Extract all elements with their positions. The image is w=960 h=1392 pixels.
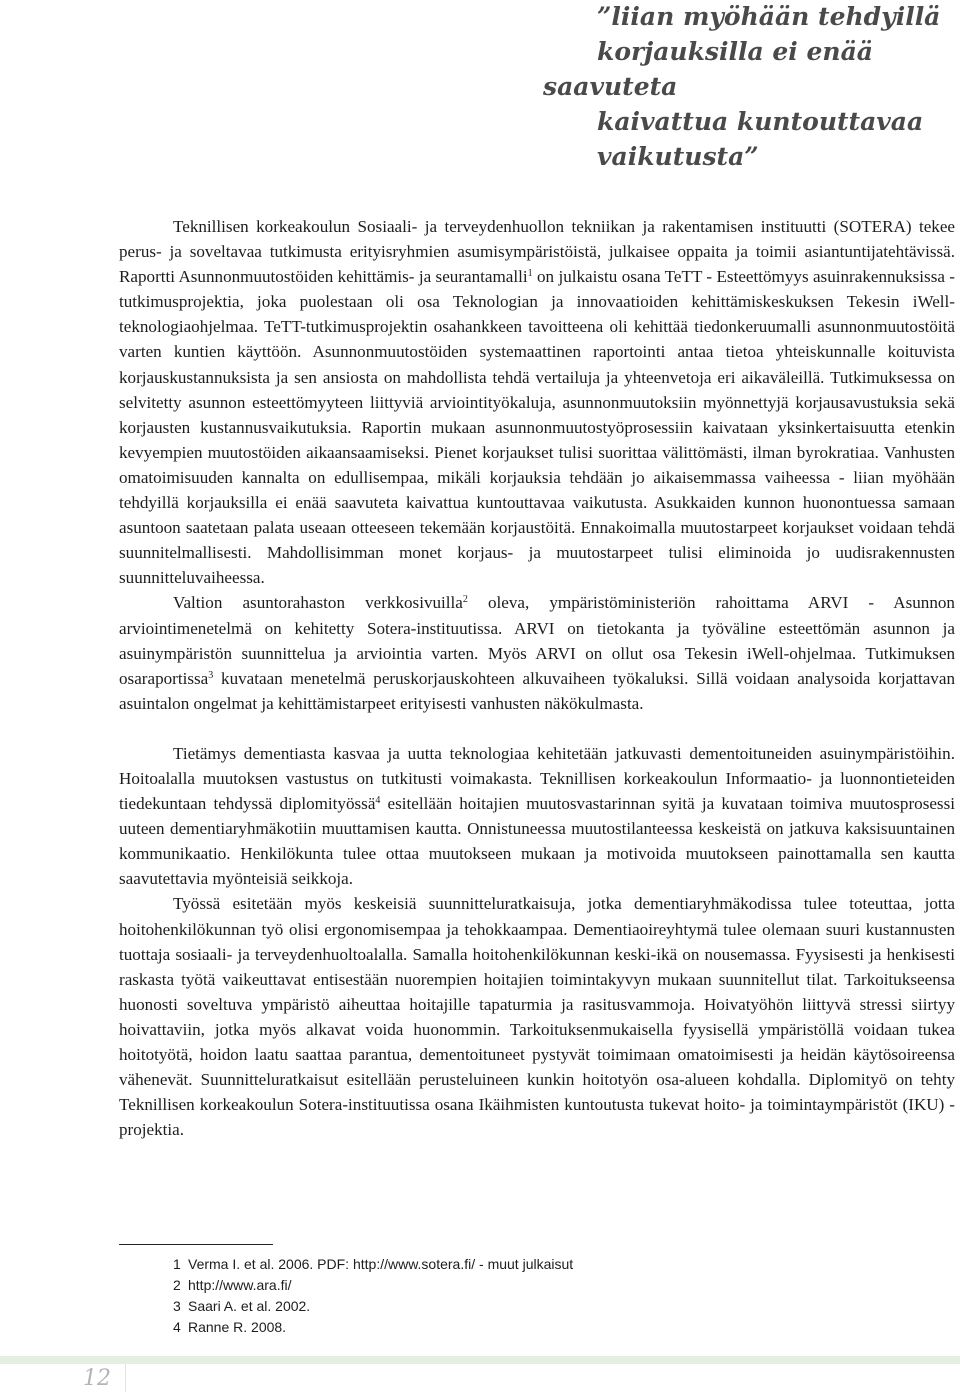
footnote-reference: 1	[527, 268, 533, 280]
paragraph-text: oleva, ympäristöministeriön rahoittama ARVI - Asunnon arviointimenetelmä on kehitetty Sotera-instituutissa. ARVI on tietokanta ja työväline esteettömän asunnon ja asuinympäristön suunnittelua ja arviointia varten. Myös ARVI on ollut osa Tekesin iWell-ohjelmaa. Tutkimuksen osaraportissa	[119, 593, 955, 688]
pull-quote-line: vaikutusta”	[597, 142, 759, 171]
footnote-text: http://www.ara.fi/	[188, 1277, 292, 1293]
footnote-reference: 2	[462, 594, 468, 606]
footnote	[173, 1296, 573, 1317]
footer-divider	[125, 1364, 126, 1392]
paragraph-text: Teknillisen korkeakoulun Sosiaali- ja terveydenhuollon tekniikan ja rakentamisen instituutti (SOTERA) tekee perus- ja soveltavaa tutkimusta erityisryhmien asumisympäristöistä, julkaisee oppaita ja toimii asiantuntijatehtävissä. Raportti Asunnonmuutostöiden kehittämis- ja seurantamalli	[119, 217, 955, 287]
footnote-number: 1	[173, 1256, 181, 1272]
pull-quote-line: kaivattua kuntouttavaa	[597, 107, 924, 136]
paragraph-text: Tietämys dementiasta kasvaa ja uutta teknologiaa kehitetään jatkuvasti dementoituneiden asuinympäristöihin. Hoitoalalla muutoksen vastustus on tutkitusti voimakasta. Teknillisen korkeakoulun Informaatio- ja luonnontieteiden tiedekuntaan tehdyssä diplomityössä	[119, 743, 955, 814]
paragraph-text: esitellään hoitajien muutosvastarinnan syitä ja kuvataan toimiva muutosprosessi uuteen dementiaryhmäkotiin muuttamisen kautta. Onnistuneessa muutostilanteessa keskeistä on jatkuva kaksisuuntainen kommunikaatio. Henkilökunta tulee ottaa muutokseen mukaan ja motivoida muutokseen painottamalla sen kautta saavutettavia myönteisiä seikkoja.	[119, 794, 955, 889]
paragraph-design-solutions: Työssä esitetään myös keskeisiä suunnitteluratkaisuja, jotka dementiaryhmäkodissa tulee toteuttaa, jotta hoitohenkilökunnan työ olisi ergonomisempaa ja tehokkaampaa. Dementiaoireyhtymä tulee olemaan suuri kustannusten tuottaja sosiaali- ja terveydenhuoltoalalla. Samalla hoitohenkilökunnan keski-ikä on nousemassa. Fyysisesti ja henkisesti raskasta työtä vaikeuttavat entisestään nuorempien hoitajien toimintakyvyn mukaan suunnitellut tilat. Tarkoitukseensa huonosti soveltuva ympäristö aiheuttaa hoitajille tapaturmia ja rasitusvammoja. Hoivatyöhön liittyvä stressi siirtyy hoivattaviin, jotka myös alkavat voida huonommin. Tarkoituksenmukaisella fyysisellä ympäristöllä voidaan tukea hoitotyötä, hoidon laatu saattaa parantua, dementoituneet pystyvät toimimaan omatoimisesti ja heidän käytösoireensa vähenevät. Suunnitteluratkaisut esitellään perusteluineen kunkin hoitotyön osa-alueen kohdalla. Diplomityö on tehty Teknillisen korkeakoulun Sotera-instituutissa osana Ikäihmisten kuntoutusta tukevat hoito- ja toimintaympäristöt (IKU) -projektia.	[119, 894, 955, 1140]
footnote-number: 4	[173, 1319, 181, 1335]
pull-quote-line: ”liian myöhään tehdyillä	[597, 2, 941, 31]
footnotes	[173, 1254, 573, 1338]
paragraph-dementia	[119, 741, 955, 892]
footnote	[173, 1275, 573, 1296]
footnote-reference: 4	[375, 795, 381, 807]
footnote-reference: 3	[208, 669, 214, 681]
pull-quote	[531, 0, 943, 214]
footnote	[173, 1317, 573, 1338]
footnote-text: Saari A. et al. 2002.	[188, 1298, 311, 1314]
footnote-text: Verma I. et al. 2006. PDF: http://www.sotera.fi/ - muut julkaisut	[188, 1256, 574, 1272]
paragraph-text: on julkaistu osana TeTT - Esteettömyys asuinrakennuksissa -tutkimusprojektia, joka puolestaan oli osa Teknologian ja innovaatioiden kehittämiskeskuksen Tekesin iWell-teknologiaohjelmaa. TeTT-tutkimusprojektin osahankkeen tavoitteena oli kehittää tiedonkeruumalli asunnonmuutostöitä varten kuntien käyttöön. Asunnonmuutostöiden systemaattinen raportointi antaa tietoa yhteiskunnalle koituvista korjauskustannuksista ja sen ansiosta on mahdollista tehdä vertailuja ja yhteenvetoja eri aikaväleillä. Tutkimuksessa on selvitetty asunnon esteettömyyteen liittyviä arviointityökaluja, asunnonmuutoksiin myönnettyjä korjausavustuksia sekä korjausten kustannusvaikutuksia. Raportin mukaan asunnonmuutostyöprosessiin kaivataan yksinkertaisuutta etenkin kevyempien muutostöiden aikaansaamiseksi. Pienet korjaukset tulisi suorittaa välittömästi, ilman byrokratiaa. Vanhusten omatoimisuuden kannalta on edullisempaa, mikäli korjauksia tehdään jo aikaisemmassa vaiheessa - liian myöhään tehdyillä korjauksilla ei enää saavuteta kaivattua kuntouttavaa vaikutusta. Asukkaiden kunnon huonontuessa samaan asuntoon saatetaan palata useaan otteeseen tekemään korjaustöitä. Ennakoimalla muutostarpeet korjaukset voidaan tehdä suunnitelmallisesti. Mahdollisimman monet korjaus- ja muutostarpeet tulisi eliminoida jo uudisrakennusten suunnitteluvaiheessa.	[119, 267, 955, 588]
paragraph-text: kuvataan menetelmä peruskorjauskohteen alkuvaiheen työkaluksi. Sillä voidaan analysoida korjattavan asuintalon ongelmat ja kehittämistarpeet erityisesti vanhusten näkökulmasta.	[119, 668, 955, 713]
main-text	[119, 0, 955, 1142]
footnote-number: 3	[173, 1298, 181, 1314]
paragraph-sotera-report	[119, 0, 955, 590]
float-spacer	[119, 0, 531, 52]
footnote-number: 2	[173, 1277, 181, 1293]
paragraph-text: Valtion asuntorahaston verkkosivuilla	[173, 593, 463, 613]
paragraph-arvi	[119, 590, 955, 715]
pull-quote-line: korjauksilla ei enää saavuteta	[543, 37, 873, 101]
footer-band	[0, 1356, 960, 1364]
footnote	[173, 1254, 573, 1275]
page-number: 12	[83, 1366, 111, 1391]
footnote-divider	[119, 1244, 273, 1245]
footnote-text: Ranne R. 2008.	[188, 1319, 287, 1335]
